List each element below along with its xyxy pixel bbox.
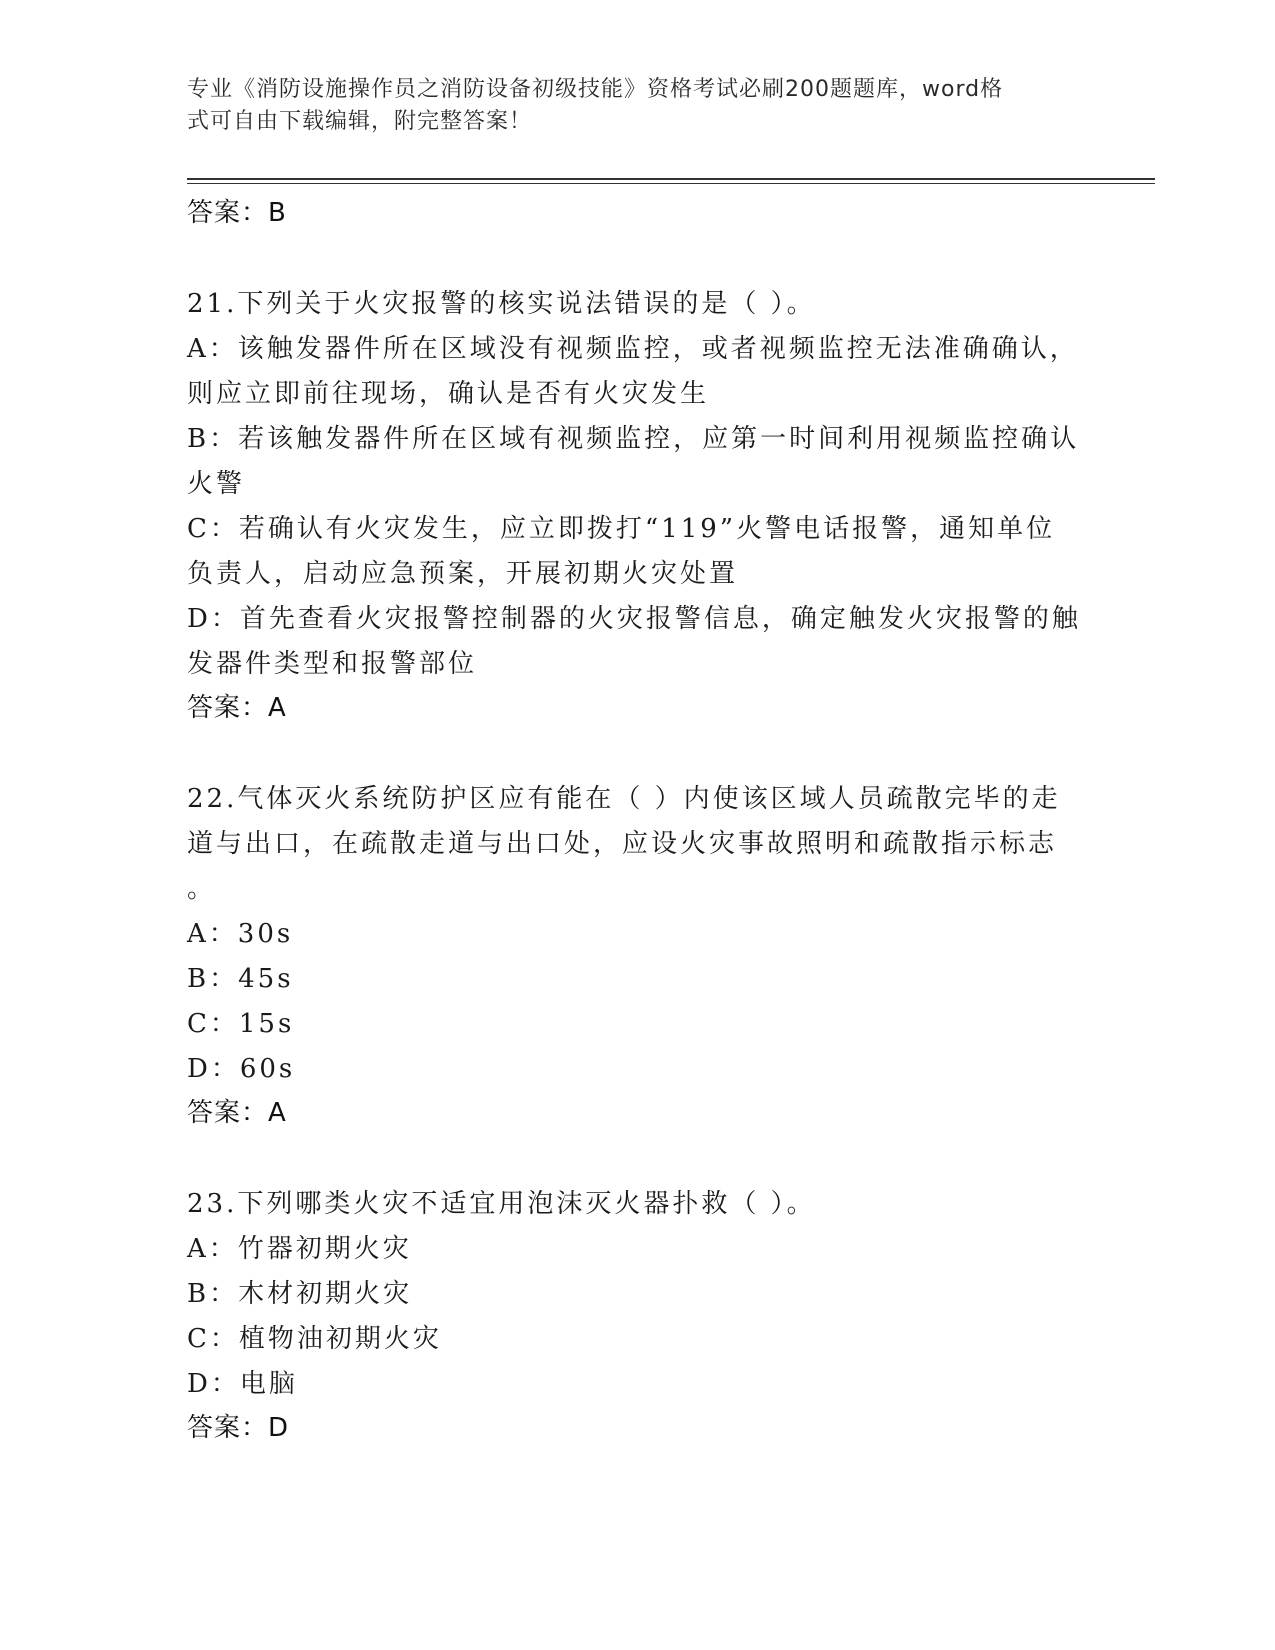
document-header xyxy=(187,74,1087,138)
header-divider-thin xyxy=(187,183,1155,184)
option-text: A：该触发器件所在区域没有视频监控，或者视频监控无法准确确认， xyxy=(187,334,1079,364)
question-22 xyxy=(187,777,1087,1134)
option-text: 负责人，启动应急预案，开展初期火灾处置 xyxy=(187,559,739,589)
option-d: D：电脑 xyxy=(187,1369,298,1399)
question-answer: 答案：D xyxy=(187,1413,290,1443)
question-stem: 22.气体灭火系统防护区应有能在（ ）内使该区域人员疏散完毕的走 xyxy=(187,784,1061,814)
header-line-2: 式可自由下载编辑，附完整答案！ xyxy=(187,109,533,134)
question-stem: 。 xyxy=(187,874,217,904)
header-line-1: 专业《消防设施操作员之消防设备初级技能》资格考试必刷200题题库，word格 xyxy=(187,77,1004,102)
previous-answer: 答案：B xyxy=(187,198,287,228)
question-stem: 21.下列关于火灾报警的核实说法错误的是（ ）。 xyxy=(187,289,816,319)
spacer xyxy=(187,234,1087,282)
header-divider-thick xyxy=(187,178,1155,180)
question-list xyxy=(187,192,1087,1449)
option-b: B：木材初期火灾 xyxy=(187,1279,413,1309)
option-b: B：45s xyxy=(187,964,294,994)
option-text: D：首先查看火灾报警控制器的火灾报警信息，确定触发火灾报警的触 xyxy=(187,604,1081,634)
option-text: B：若该触发器件所在区域有视频监控，应第一时间利用视频监控确认 xyxy=(187,424,1080,454)
question-stem: 道与出口，在疏散走道与出口处，应设火灾事故照明和疏散指示标志 xyxy=(187,829,1058,859)
option-d: D：60s xyxy=(187,1054,296,1084)
question-answer: 答案：A xyxy=(187,1098,287,1128)
question-stem: 23.下列哪类火灾不适宜用泡沫灭火器扑救（ ）。 xyxy=(187,1189,816,1219)
spacer xyxy=(187,1134,1087,1182)
option-text: 则应立即前往现场，确认是否有火灾发生 xyxy=(187,379,710,409)
option-c: C：15s xyxy=(187,1009,295,1039)
question-21 xyxy=(187,282,1087,729)
option-c: C：植物油初期火灾 xyxy=(187,1324,442,1354)
question-answer: 答案：A xyxy=(187,693,287,723)
option-text: C：若确认有火灾发生，应立即拨打“119”火警电话报警，通知单位 xyxy=(187,514,1056,544)
question-23 xyxy=(187,1182,1087,1449)
option-a: A：竹器初期火灾 xyxy=(187,1234,412,1264)
spacer xyxy=(187,729,1087,777)
option-text: 发器件类型和报警部位 xyxy=(187,649,478,679)
option-a: A：30s xyxy=(187,919,294,949)
option-text: 火警 xyxy=(187,469,246,499)
